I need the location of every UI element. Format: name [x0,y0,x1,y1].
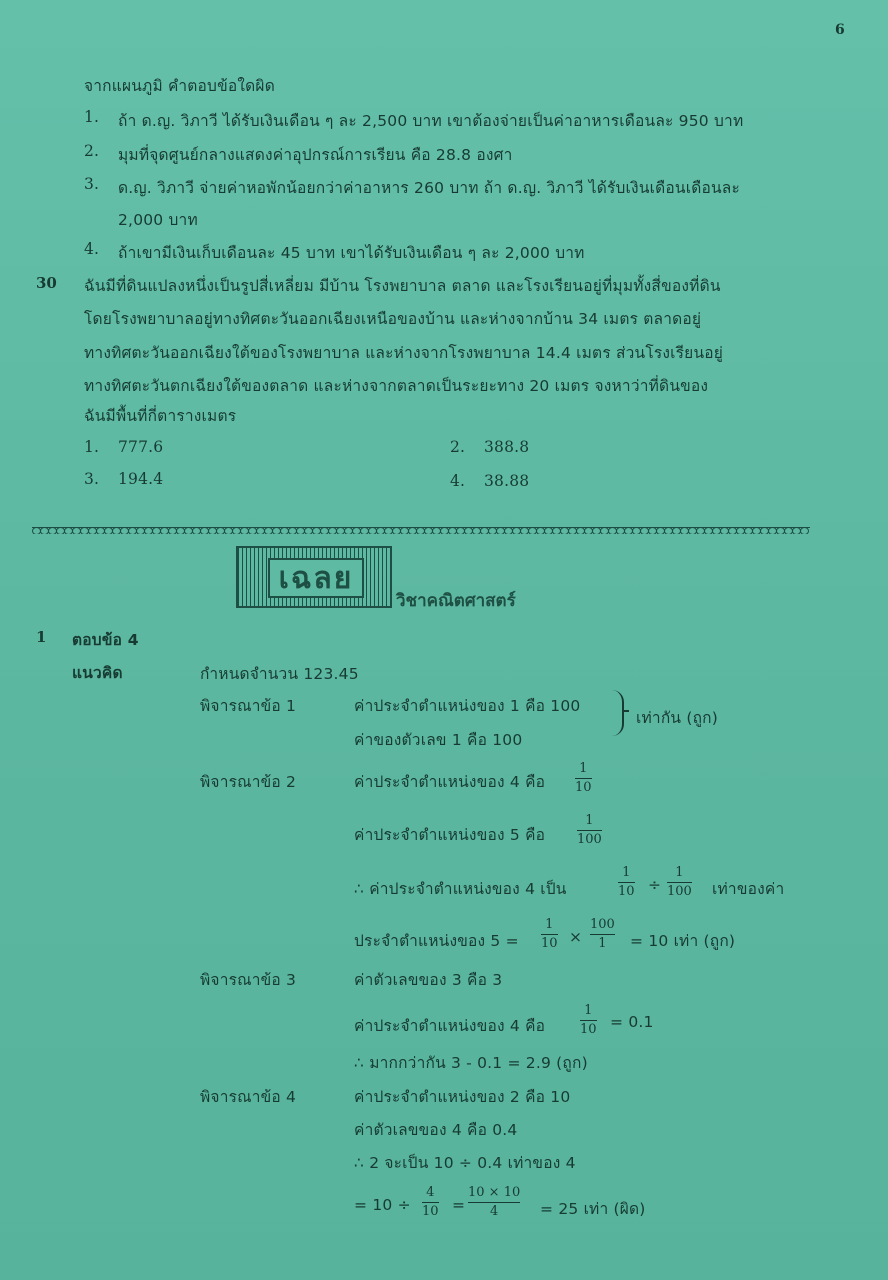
answer-subject: วิชาคณิตศาสตร์ [396,591,516,611]
choice-text-continued: 2,000 บาท [118,211,198,229]
choice-text: ถ้า ด.ญ. วิภาวี ได้รับเงินเดือน ๆ ละ 2,500 บาท เขาต้องจ่ายเป็นค่าอาหารเดือนละ 950 บาท [118,112,744,130]
choice-number: 4. [84,240,100,258]
answer-banner-title: เฉลย [268,558,364,598]
consider-label: พิจารณาข้อ 1 [200,697,297,715]
answer-banner [236,546,392,608]
consider-line: ∴ มากกว่ากัน 3 - 0.1 = 2.9 (ถูก) [354,1054,588,1072]
brace-symbol [612,690,624,736]
consider-line: ค่าประจำตำแหน่งของ 5 คือ [354,826,546,844]
question-text-line: โดยโรงพยาบาลอยู่ทางทิศตะวันออกเฉียงเหนือของบ้าน และห่างจากบ้าน 34 เมตร ตลาดอยู่ [84,310,702,328]
chain-link [800,527,809,534]
fraction-numerator: 1 [622,865,631,880]
fraction-numerator: 1 [675,865,684,880]
choice-number: 2. [450,438,466,456]
fraction-denominator: 10 [422,1204,439,1219]
consider-label: พิจารณาข้อ 3 [200,971,297,989]
consider-line-tail: เท่าของค่า [712,880,785,898]
fraction [422,1185,439,1220]
choice-text: ถ้าเขามีเงินเก็บเดือนละ 45 บาท เขาได้รับเงินเดือน ๆ ละ 2,000 บาท [118,244,585,262]
fraction-numerator: 4 [426,1185,435,1200]
operator-multiply: × [569,928,583,946]
consider-line: ∴ ค่าประจำตำแหน่งของ 4 เป็น [354,880,567,898]
fraction [580,1003,597,1038]
consider-line: ค่าประจำตำแหน่งของ 1 คือ 100 [354,697,581,715]
fraction [468,1185,520,1220]
fraction-denominator: 10 [541,936,558,951]
consider-label: พิจารณาข้อ 2 [200,773,297,791]
fraction-numerator: 100 [590,917,615,932]
question-text-line: ทางทิศตะวันออกเฉียงใต้ของโรงพยาบาล และห่างจากโรงพยาบาล 14.4 เมตร ส่วนโรงเรียนอยู่ [84,344,724,362]
choice-number: 2. [84,142,100,160]
fraction-numerator: 1 [545,917,554,932]
consider-result: เท่ากัน (ถูก) [636,709,718,727]
choice-text: ด.ญ. วิภาวี จ่ายค่าหอพักน้อยกว่าค่าอาหาร 260 บาท ถ้า ด.ญ. วิภาวี ได้รับเงินเดือนเดือนละ [118,179,740,197]
choice-text: 38.88 [484,472,530,490]
question-text-line: ทางทิศตะวันตกเฉียงใต้ของตลาด และห่างจากตลาดเป็นระยะทาง 20 เมตร จงหาว่าที่ดินของ [84,377,709,395]
choice-number: 3. [84,470,100,488]
operator-equals: = [452,1196,466,1214]
choice-text: 194.4 [118,470,164,488]
question-text-line: ฉันมีพื้นที่กี่ตารางเมตร [84,407,237,425]
consider-line-tail: = 25 เท่า (ผิด) [540,1200,646,1218]
fraction-denominator: 10 [575,780,592,795]
answer-number: 1 [36,628,47,646]
consider-line: ∴ 2 จะเป็น 10 ÷ 0.4 เท่าของ 4 [354,1154,576,1172]
question-text-line: ฉันมีที่ดินแปลงหนึ่งเป็นรูปสี่เหลี่ยม มีบ้าน โรงพยาบาล ตลาด และโรงเรียนอยู่ที่มุมทั้งสี่ของที่ดิน [84,277,721,295]
choice-number: 1. [84,108,100,126]
choice-number: 3. [84,175,100,193]
fraction [618,865,635,900]
choice-text: 777.6 [118,438,164,456]
fraction [541,917,558,952]
consider-line-tail: = 10 เท่า (ถูก) [630,932,736,950]
fraction [575,761,592,796]
consider-line: ค่าตัวเลขของ 3 คือ 3 [354,971,503,989]
fraction-denominator: 100 [667,884,692,899]
choice-text: 388.8 [484,438,530,456]
fraction-numerator: 1 [584,1003,593,1018]
fraction-denominator: 10 [580,1022,597,1037]
fraction [577,813,602,848]
choice-text: มุมที่จุดศูนย์กลางแสดงค่าอุปกรณ์การเรียน คือ 28.8 องศา [118,146,513,164]
question-intro: จากแผนภูมิ คำตอบข้อใดผิด [84,77,275,95]
consider-line: ค่าตัวเลขของ 4 คือ 0.4 [354,1121,518,1139]
consider-line: ค่าประจำตำแหน่งของ 4 คือ [354,1017,546,1035]
choice-number: 1. [84,438,100,456]
question-number: 30 [36,274,57,292]
fraction-denominator: 4 [489,1204,499,1219]
fraction [667,865,692,900]
fraction-numerator: 10 × 10 [468,1185,521,1200]
given-number: กำหนดจำนวน 123.45 [200,665,359,683]
fraction-denominator: 100 [577,832,602,847]
method-label: แนวคิด [72,664,123,682]
page-number: 6 [835,22,845,38]
consider-line: ประจำตำแหน่งของ 5 = [354,932,519,950]
fraction-numerator: 1 [579,761,588,776]
consider-line: ค่าประจำตำแหน่งของ 2 คือ 10 [354,1088,571,1106]
consider-label: พิจารณาข้อ 4 [200,1088,297,1106]
consider-line: ค่าของตัวเลข 1 คือ 100 [354,731,523,749]
fraction-numerator: 1 [585,813,594,828]
answer-choice: ตอบข้อ 4 [72,631,139,649]
fraction-denominator: 10 [618,884,635,899]
consider-line-tail: = 0.1 [610,1013,654,1031]
consider-line: ค่าประจำตำแหน่งของ 4 คือ [354,773,546,791]
choice-number: 4. [450,472,466,490]
fraction-denominator: 1 [598,936,607,951]
decorative-chain-divider [32,520,810,534]
consider-line-head: = 10 ÷ [354,1196,411,1214]
operator-divide: ÷ [648,876,662,894]
fraction [590,917,615,952]
